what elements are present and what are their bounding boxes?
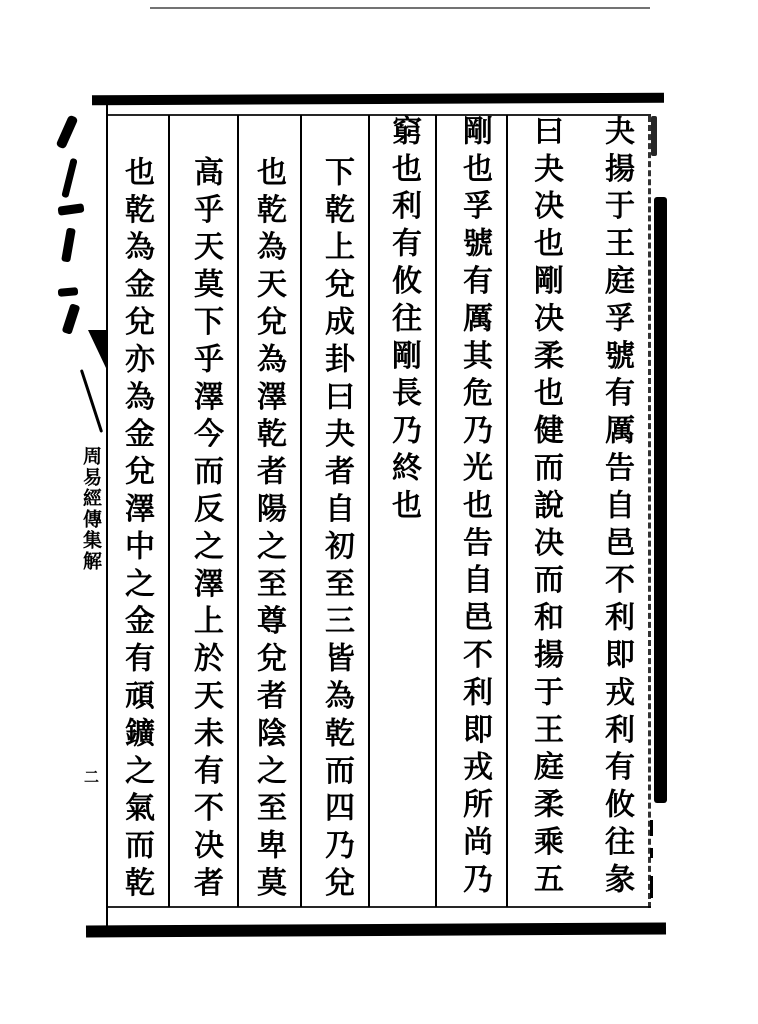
right-edge-dash [650, 848, 653, 858]
text-column-1: 夬揚于王庭孚號有厲告自邑不利即戎利有攸往彖 [599, 115, 634, 901]
spine-book-title: 周易經傳集解 [80, 446, 102, 572]
text-column-4: 窮也利有攸往剛長乃終也 [368, 115, 435, 907]
scan-artifact-top-line [150, 7, 650, 9]
margin-stroke-fragment [58, 287, 79, 297]
page-number: 二 [84, 768, 100, 786]
frame-top-border [92, 93, 664, 105]
margin-stroke-fragment [62, 303, 81, 335]
margin-stroke-fragment [58, 203, 85, 216]
binding-gutter-bar-tip [651, 116, 657, 156]
binding-gutter-bar [654, 197, 667, 803]
right-edge-dash [650, 876, 653, 898]
margin-stroke-fragment [61, 227, 76, 262]
frame-right-dashed-rule [648, 116, 651, 908]
text-column-7-commentary: 高乎天莫下乎澤今而反之澤上於天未有不决者 [168, 115, 237, 907]
margin-stroke-fragment [56, 114, 79, 149]
frame-bottom-border [86, 922, 666, 937]
text-column-2: 曰夬决也剛决柔也健而說决而和揚于王庭柔乘五 [506, 115, 577, 907]
right-edge-dash [650, 820, 653, 836]
margin-stroke-fragment [61, 158, 77, 199]
text-column-8-commentary: 也乾為金兌亦為金兌澤中之金有頑鑛之氣而乾 [119, 156, 154, 904]
text-column-6-commentary: 也乾為天兌為澤乾者陽之至尊兌者陰之至卑莫 [237, 115, 300, 907]
text-column-5-commentary: 下乾上兌成卦曰夬者自初至三皆為乾而四乃兌 [300, 115, 368, 907]
margin-diagonal-stroke [80, 369, 103, 433]
margin-ink-wedge [88, 330, 106, 368]
text-column-3: 剛也孚號有厲其危乃光也告自邑不利即戎所尚乃 [435, 115, 506, 907]
